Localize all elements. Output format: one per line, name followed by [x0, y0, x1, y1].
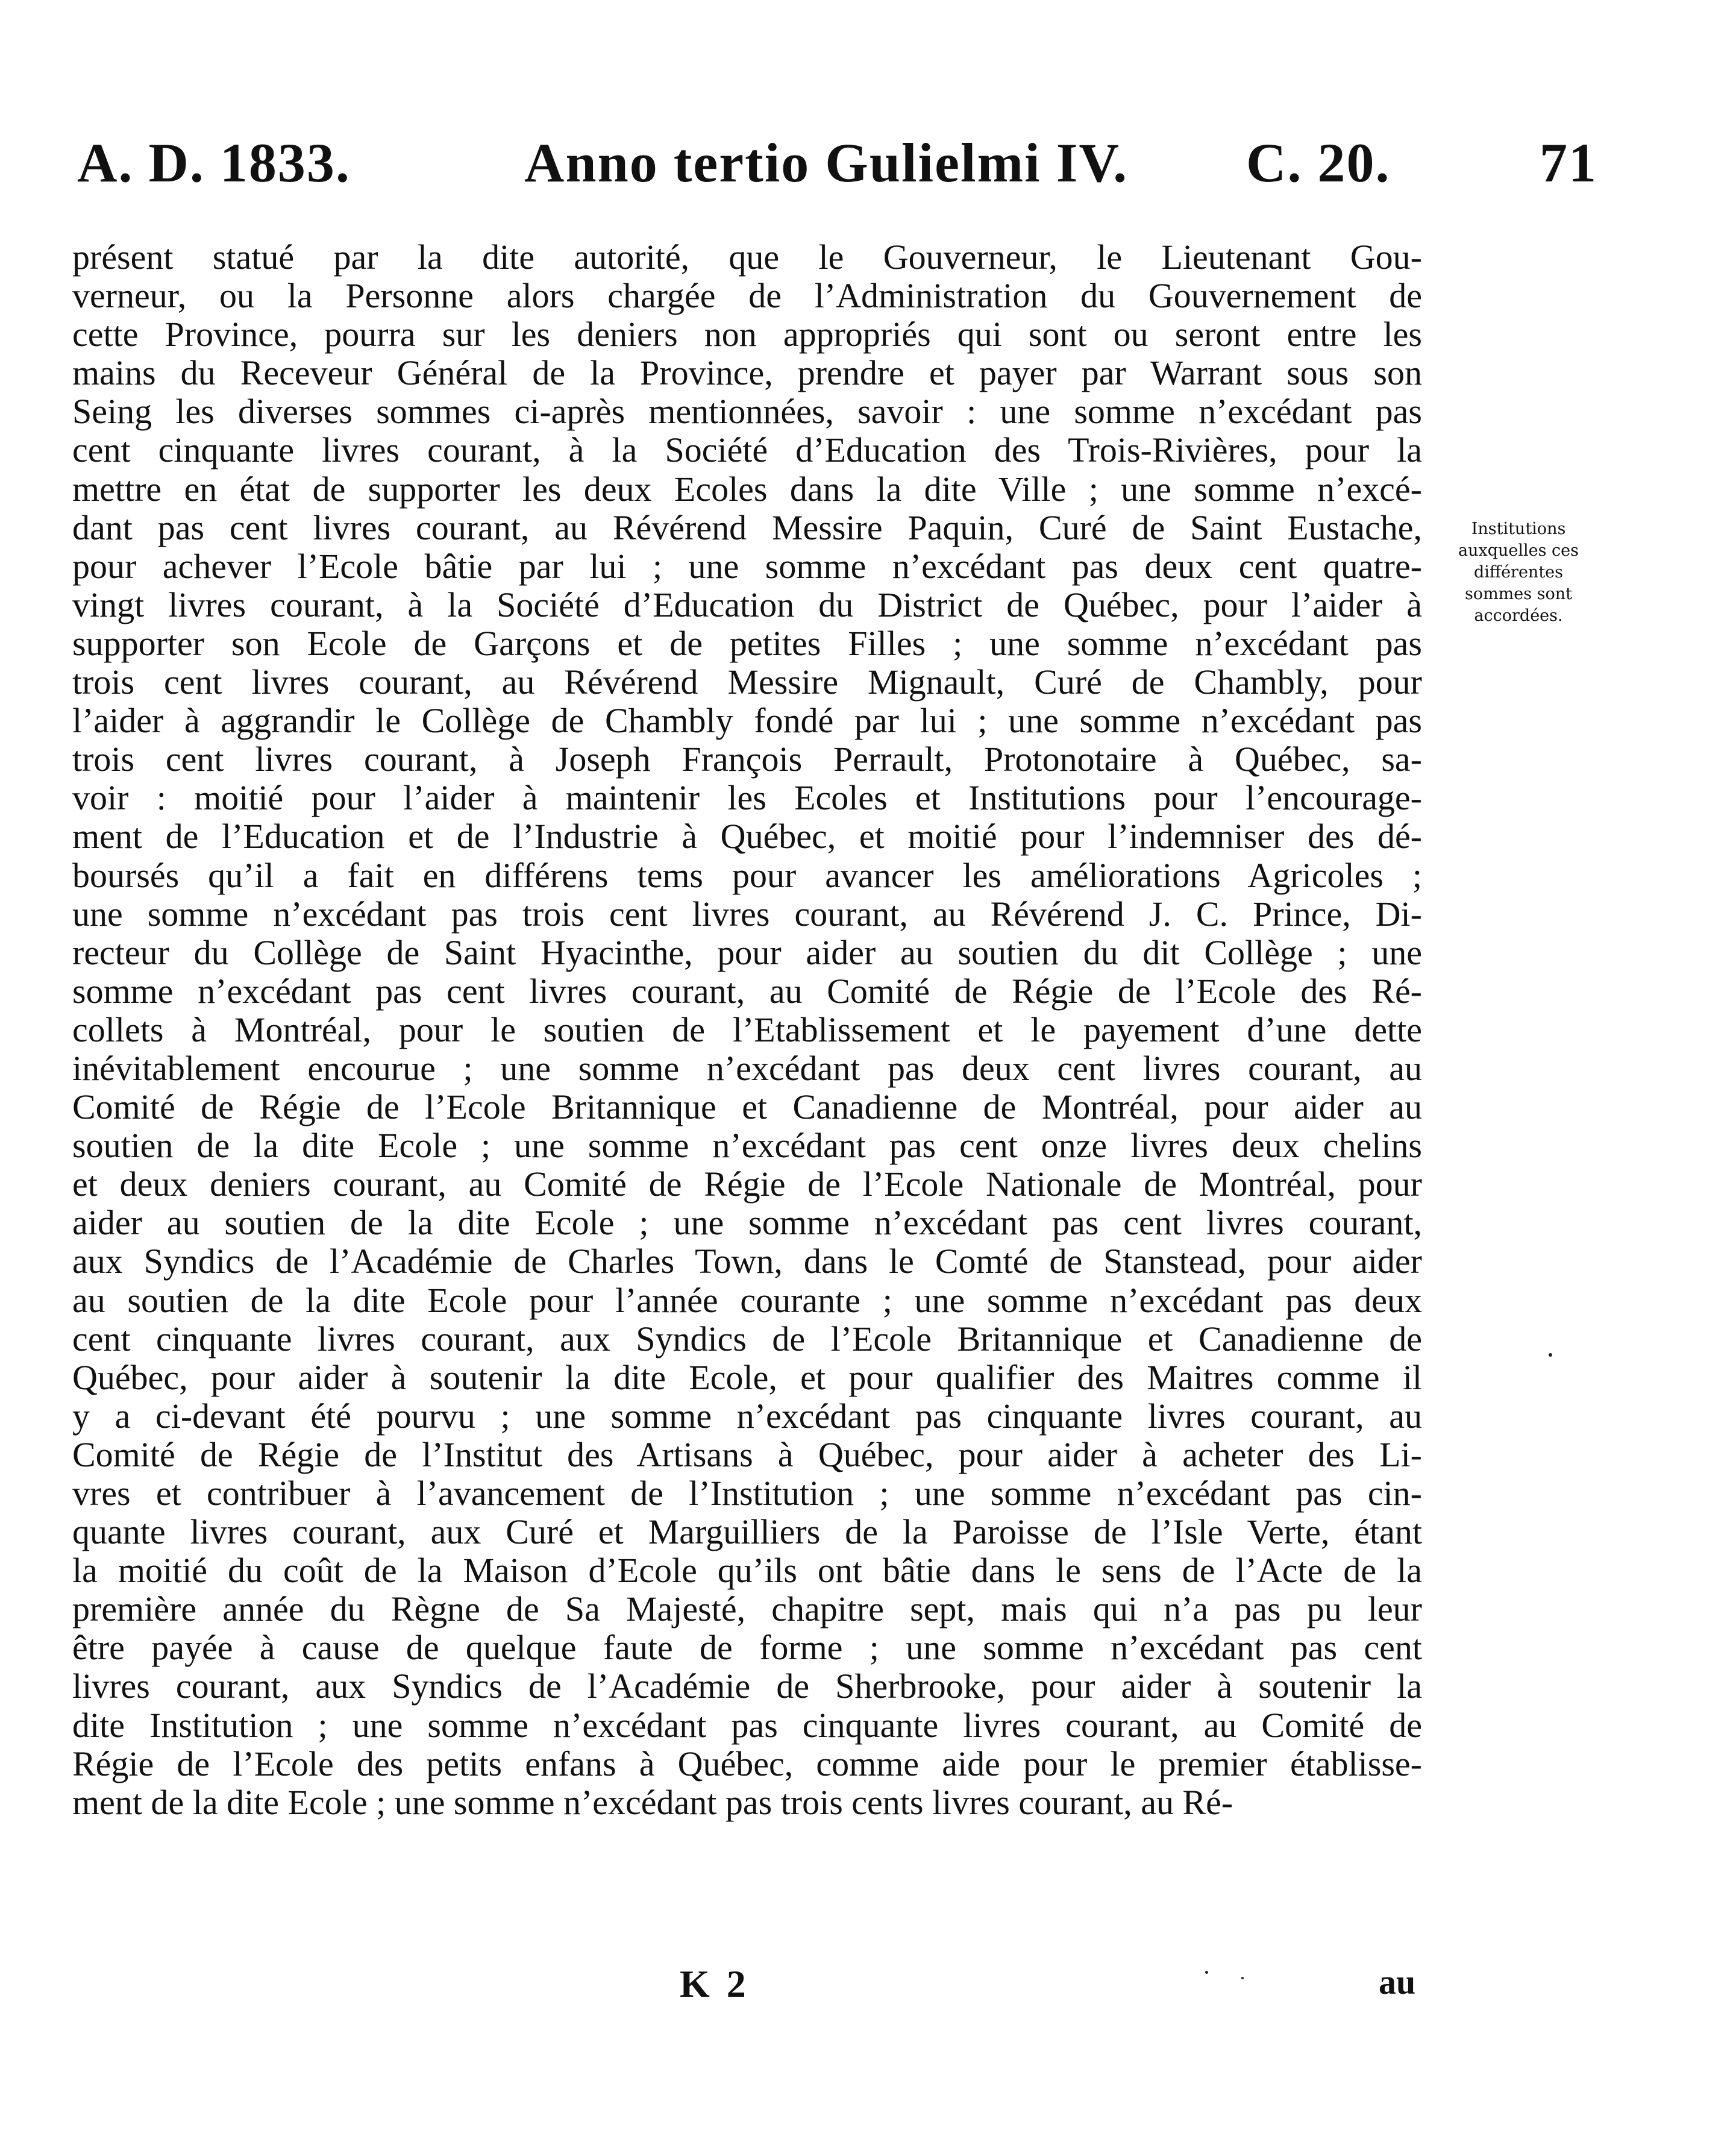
header-chapter: C. 20. — [1246, 132, 1391, 193]
page-number: 71 — [1540, 132, 1597, 193]
text-line: Québec, pour aider à soutenir la dite Ecole, et pour qualifier des Maitres comme il — [72, 1358, 1422, 1397]
text-line: supporter son Ecole de Garçons et de petites Filles ; une somme n’excédant pas — [72, 624, 1422, 663]
text-line: Régie de l’Ecole des petits enfans à Québec, comme aide pour le premier établisse- — [72, 1744, 1422, 1783]
text-line: ment de l’Education et de l’Industrie à Québec, et moitié pour l’indemniser des dé- — [72, 817, 1422, 856]
text-line: pour achever l’Ecole bâtie par lui ; une somme n’excédant pas deux cent quatre- — [72, 547, 1422, 586]
margin-note-line: différentes — [1473, 563, 1564, 582]
text-line: la moitié du coût de la Maison d’Ecole qu’ils ont bâtie dans le sens de l’Acte de la — [72, 1551, 1422, 1591]
text-line: trois cent livres courant, au Révérend Messire Mignault, Curé de Chambly, pour — [72, 663, 1422, 702]
text-line: voir : moitié pour l’aider à maintenir les Ecoles et Institutions pour l’encourage- — [72, 779, 1422, 818]
body-text — [72, 238, 1422, 1822]
text-line: une somme n’excédant pas trois cent livres courant, au Révérend J. C. Prince, Di- — [72, 894, 1422, 934]
text-line: cent cinquante livres courant, aux Syndics de l’Ecole Britannique et Canadienne de — [72, 1319, 1422, 1358]
text-line: au soutien de la dite Ecole pour l’année courante ; une somme n’excédant pas deux — [72, 1281, 1422, 1320]
text-line: dite Institution ; une somme n’excédant pas cinquante livres courant, au Comité de — [72, 1706, 1422, 1745]
margin-note-line: auxquelles ces — [1458, 541, 1579, 560]
text-line: boursés qu’il a fait en différens tems pour avancer les améliorations Agricoles ; — [72, 856, 1422, 895]
text-line: recteur du Collège de Saint Hyacinthe, pour aider au soutien du dit Collège ; une — [72, 933, 1422, 972]
text-line: et deux deniers courant, au Comité de Régie de l’Ecole Nationale de Montréal, pour — [72, 1165, 1422, 1204]
text-line: y a ci-devant été pourvu ; une somme n’excédant pas cinquante livres courant, au — [72, 1396, 1422, 1436]
text-line: aux Syndics de l’Académie de Charles Town, dans le Comté de Stanstead, pour aider — [72, 1242, 1422, 1281]
text-line: vres et contribuer à l’avancement de l’Institution ; une somme n’excédant pas cin- — [72, 1474, 1422, 1513]
text-line: Comité de Régie de l’Institut des Artisans à Québec, pour aider à acheter des Li- — [72, 1435, 1422, 1474]
ink-speck — [1241, 1977, 1244, 1979]
text-line: ment de la dite Ecole ; une somme n’excédant pas trois cents livres courant, au Ré- — [72, 1783, 1233, 1822]
text-line: mettre en état de supporter les deux Ecoles dans la dite Ville ; une somme n’excé- — [72, 470, 1422, 509]
ink-speck — [1205, 1971, 1208, 1974]
text-line: l’aider à aggrandir le Collège de Chambly fondé par lui ; une somme n’excédant pas — [72, 702, 1422, 741]
signature-mark: K 2 — [680, 1962, 750, 2005]
text-line: aider au soutien de la dite Ecole ; une somme n’excédant pas cent livres courant, — [72, 1204, 1422, 1243]
text-line: cette Province, pourra sur les deniers non appropriés qui sont ou seront entre les — [72, 315, 1422, 354]
text-line: vingt livres courant, à la Société d’Education du District de Québec, pour l’aider à — [72, 585, 1422, 624]
text-line: livres courant, aux Syndics de l’Académie de Sherbrooke, pour aider à soutenir la — [72, 1667, 1422, 1706]
header-year: A. D. 1833. — [77, 132, 351, 193]
text-line: verneur, ou la Personne alors chargée de l’Administration du Gouvernement de — [72, 277, 1422, 316]
text-line: mains du Receveur Général de la Province, prendre et payer par Warrant sous son — [72, 354, 1422, 393]
text-line: Comité de Régie de l’Ecole Britannique et Canadienne de Montréal, pour aider au — [72, 1088, 1422, 1127]
text-line: cent cinquante livres courant, à la Société d’Education des Trois-Rivières, pour la — [72, 431, 1422, 470]
margin-note-line: accordées. — [1474, 606, 1563, 625]
text-line: présent statué par la dite autorité, que le Gouverneur, le Lieutenant Gou- — [72, 238, 1422, 277]
text-line: trois cent livres courant, à Joseph François Perrault, Protonotaire à Québec, sa- — [72, 740, 1422, 779]
text-line: dant pas cent livres courant, au Révérend Messire Paquin, Curé de Saint Eustache, — [72, 508, 1422, 547]
text-line: être payée à cause de quelque faute de forme ; une somme n’excédant pas cent — [72, 1629, 1422, 1668]
header-title: Anno tertio Gulielmi IV. — [524, 132, 1129, 193]
text-line: collets à Montréal, pour le soutien de l’Etablissement et le payement d’une dette — [72, 1010, 1422, 1049]
text-line: première année du Règne de Sa Majesté, chapitre sept, mais qui n’a pas pu leur — [72, 1590, 1422, 1629]
text-line: Seing les diverses sommes ci-après mentionnées, savoir : une somme n’excédant pas — [72, 392, 1422, 432]
margin-note-line: Institutions — [1471, 520, 1566, 538]
text-line: quante livres courant, aux Curé et Marguilliers de la Paroisse de l’Isle Verte, étant — [72, 1513, 1422, 1552]
text-line: inévitablement encourue ; une somme n’excédant pas deux cent livres courant, au — [72, 1049, 1422, 1088]
text-line: soutien de la dite Ecole ; une somme n’excédant pas cent onze livres deux chelins — [72, 1126, 1422, 1166]
ink-speck — [1549, 1353, 1552, 1357]
margin-note — [1431, 518, 1606, 627]
margin-note-line: sommes sont — [1464, 585, 1573, 603]
catchword: au — [1379, 1962, 1416, 2002]
text-line: somme n’excédant pas cent livres courant, au Comité de Régie de l’Ecole des Ré- — [72, 972, 1422, 1011]
